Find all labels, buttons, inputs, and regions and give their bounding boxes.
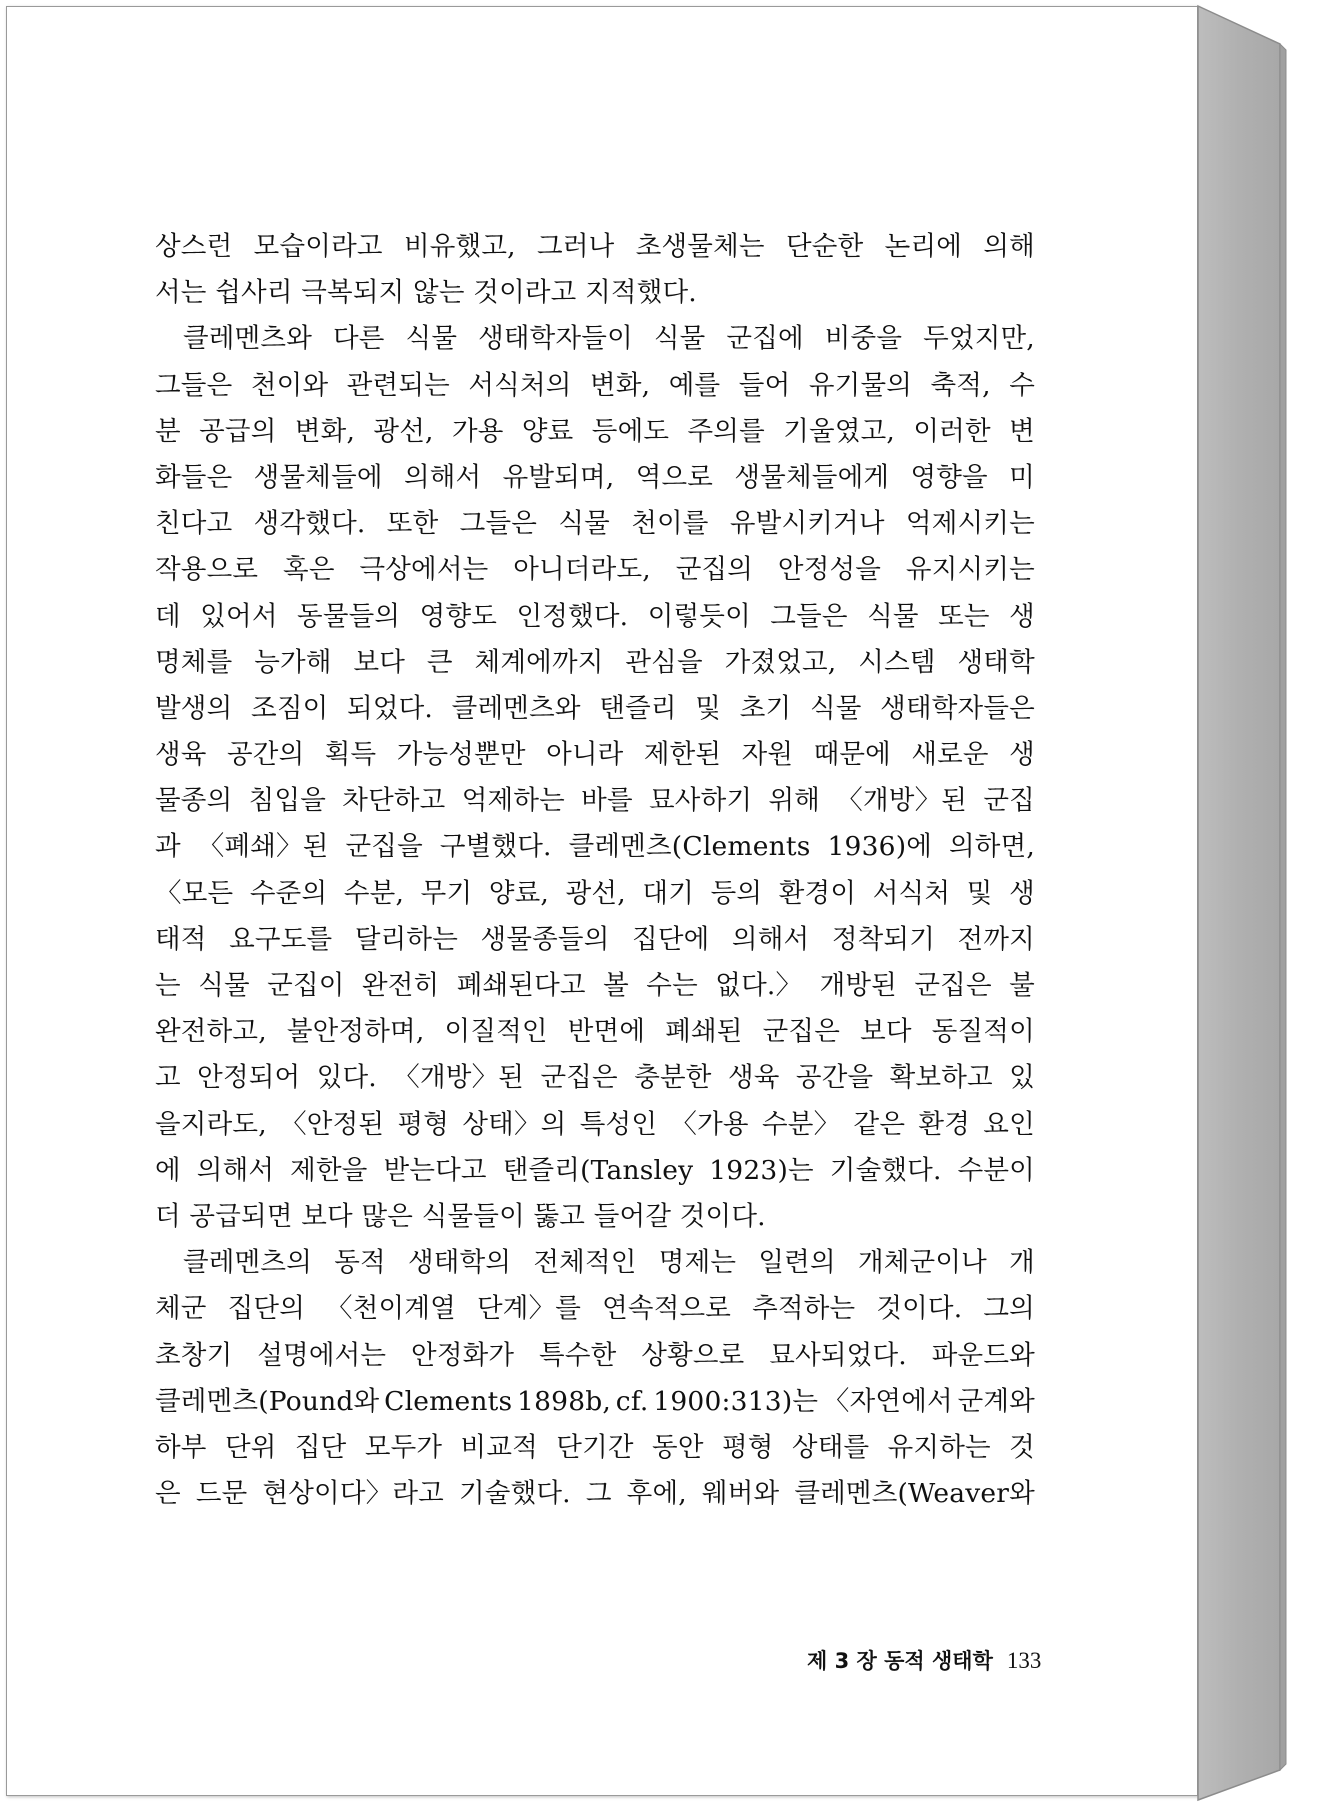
- page-number: 133: [1006, 1648, 1042, 1673]
- text-line: 생육 공간의 획득 가능성뿐만 아니라 제한된 자원 때문에 새로운 생: [155, 739, 1035, 771]
- chapter-title: 제 3 장 동적 생태학: [807, 1649, 993, 1673]
- text-line: 고 안정되어 있다. 〈개방〉된 군집은 충분한 생육 공간을 확보하고 있: [155, 1062, 1035, 1094]
- text-line: 분 공급의 변화, 광선, 가용 양료 등에도 주의를 기울였고, 이러한 변: [155, 415, 1035, 447]
- text-line: 초창기 설명에서는 안정화가 특수한 상황으로 묘사되었다. 파운드와: [155, 1339, 1035, 1371]
- text-line: 클레멘츠의 동적 생태학의 전체적인 명제는 일련의 개체군이나 개: [183, 1247, 1035, 1279]
- text-line: 클레멘츠(Pound와 Clements 1898b, cf. 1900:313)는 〈자연에서 군계와: [155, 1385, 1035, 1417]
- text-line: 명체를 능가해 보다 큰 체계에까지 관심을 가졌었고, 시스템 생태학: [155, 646, 1035, 678]
- text-line: 상스런 모습이라고 비유했고, 그러나 초생물체는 단순한 논리에 의해: [155, 231, 1035, 262]
- text-line: 작용으로 혹은 극상에서는 아니더라도, 군집의 안정성을 유지시키는: [155, 554, 1035, 586]
- body-text: [155, 224, 1035, 1517]
- text-line: 친다고 생각했다. 또한 그들은 식물 천이를 유발시키거나 억제시키는: [155, 508, 1035, 540]
- text-line: 체군 집단의 〈천이계열 단계〉를 연속적으로 추적하는 것이다. 그의: [155, 1293, 1035, 1325]
- book-spine: [1190, 0, 1332, 1806]
- text-line: 태적 요구도를 달리하는 생물종들의 집단에 의해서 정착되기 전까지: [155, 923, 1035, 955]
- text-line: 〈모든 수준의 수분, 무기 양료, 광선, 대기 등의 환경이 서식처 및 생: [155, 877, 1035, 909]
- text-line: 물종의 침입을 차단하고 억제하는 바를 묘사하기 위해 〈개방〉된 군집: [155, 785, 1035, 817]
- text-line: 완전하고, 불안정하며, 이질적인 반면에 폐쇄된 군집은 보다 동질적이: [155, 1016, 1035, 1048]
- text-line: 더 공급되면 보다 많은 식물들이 뚫고 들어갈 것이다.: [155, 1200, 766, 1232]
- text-line: 에 의해서 제한을 받는다고 탠즐리(Tansley 1923)는 기술했다. 수분이: [155, 1154, 1035, 1186]
- text-line: 그들은 천이와 관련되는 서식처의 변화, 예를 들어 유기물의 축적, 수: [155, 369, 1035, 401]
- text-line: 과 〈폐쇄〉된 군집을 구별했다. 클레멘츠(Clements 1936)에 의하면,: [155, 831, 1035, 863]
- text-line: 는 식물 군집이 완전히 폐쇄된다고 볼 수는 없다.〉 개방된 군집은 불: [155, 970, 1035, 1001]
- text-line: 데 있어서 동물들의 영향도 인정했다. 이렇듯이 그들은 식물 또는 생: [155, 600, 1035, 632]
- text-line: 은 드문 현상이다〉라고 기술했다. 그 후에, 웨버와 클레멘츠(Weaver와: [155, 1478, 1035, 1510]
- text-line: 서는 쉽사리 극복되지 않는 것이라고 지적했다.: [155, 277, 697, 309]
- text-line: 하부 단위 집단 모두가 비교적 단기간 동안 평형 상태를 유지하는 것: [155, 1431, 1035, 1463]
- page-footer: [807, 1645, 1042, 1675]
- text-line: 화들은 생물체들에 의해서 유발되며, 역으로 생물체들에게 영향을 미: [155, 461, 1035, 493]
- text-line: 발생의 조짐이 되었다. 클레멘츠와 탠즐리 및 초기 식물 생태학자들은: [155, 692, 1035, 724]
- book-page: [6, 6, 1198, 1796]
- text-line: 을지라도, 〈안정된 평형 상태〉의 특성인 〈가용 수분〉 같은 환경 요인: [155, 1108, 1035, 1140]
- text-line: 클레멘츠와 다른 식물 생태학자들이 식물 군집에 비중을 두었지만,: [183, 323, 1035, 355]
